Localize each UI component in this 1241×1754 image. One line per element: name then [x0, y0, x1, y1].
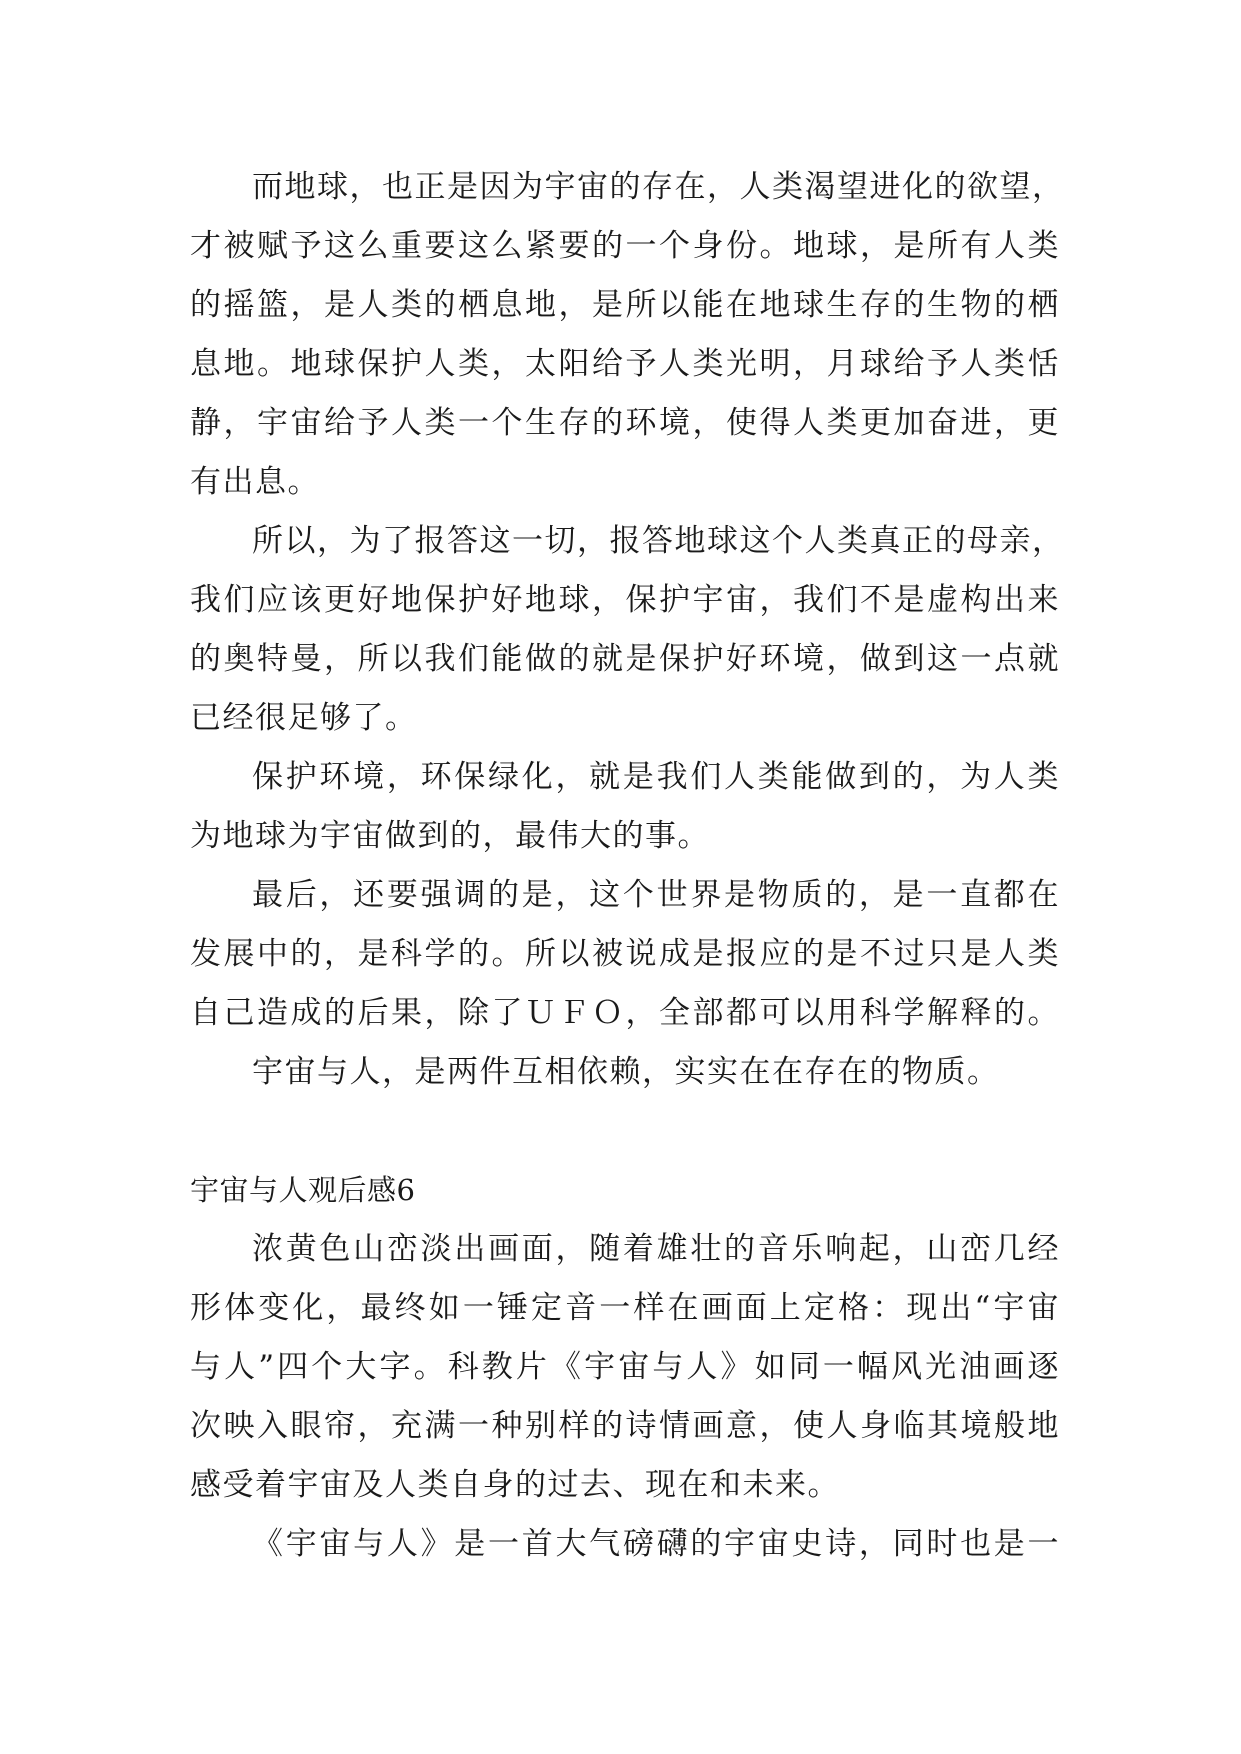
paragraph — [190, 1515, 1060, 1574]
text-line: 为地球为宇宙做到的，最伟大的事。 — [190, 818, 710, 854]
text-line: 宇宙与人，是两件互相依赖，实实在在存在的物质。 — [252, 1054, 1000, 1090]
text-line: 而地球，也正是因为宇宙的存在，人类渴望进化的欲望， — [252, 169, 1065, 205]
document-body — [190, 158, 1065, 1574]
text-line: 发展中的，是科学的。所以被说成是报应的是不过只是人类 — [190, 936, 1060, 972]
paragraph — [190, 866, 1060, 1043]
text-line: 形体变化，最终如一锤定音一样在画面上定格：现出“宇宙 — [190, 1290, 1060, 1326]
paragraph — [190, 748, 1060, 866]
text-line: 自己造成的后果，除了ＵＦＯ，全部都可以用科学解释的。 — [190, 995, 1060, 1031]
text-line: 息地。地球保护人类，太阳给予人类光明，月球给予人类恬 — [190, 346, 1060, 382]
text-line: 保护环境，环保绿化，就是我们人类能做到的，为人类 — [252, 759, 1060, 795]
section-heading: 宇宙与人观后感6 — [190, 1173, 416, 1207]
text-line: 已经很足够了。 — [190, 700, 418, 736]
text-line: 感受着宇宙及人类自身的过去、现在和未来。 — [190, 1467, 840, 1503]
text-line: 与人”四个大字。科教片《宇宙与人》如同一幅风光油画逐 — [190, 1349, 1060, 1385]
text-line: 静，宇宙给予人类一个生存的环境，使得人类更加奋进，更 — [190, 405, 1060, 441]
paragraph — [190, 512, 1065, 748]
text-line: 最后，还要强调的是，这个世界是物质的，是一直都在 — [252, 877, 1060, 913]
text-line: 有出息。 — [190, 464, 320, 500]
text-line: 的摇篮，是人类的栖息地，是所以能在地球生存的生物的栖 — [190, 287, 1060, 323]
text-line: 我们应该更好地保护好地球，保护宇宙，我们不是虚构出来 — [190, 582, 1060, 618]
paragraph — [190, 1220, 1060, 1515]
text-line: 的奥特曼，所以我们能做的就是保护好环境，做到这一点就 — [190, 641, 1060, 677]
paragraph — [190, 158, 1065, 512]
text-line: 《宇宙与人》是一首大气磅礴的宇宙史诗，同时也是一 — [252, 1526, 1060, 1562]
text-line: 次映入眼帘，充满一种别样的诗情画意，使人身临其境般地 — [190, 1408, 1060, 1444]
paragraph — [190, 1043, 1060, 1102]
text-line: 所以，为了报答这一切，报答地球这个人类真正的母亲， — [252, 523, 1065, 559]
section-spacer — [190, 1102, 1060, 1161]
text-line: 才被赋予这么重要这么紧要的一个身份。地球，是所有人类 — [190, 228, 1060, 264]
text-line: 浓黄色山峦淡出画面，随着雄壮的音乐响起，山峦几经 — [252, 1231, 1060, 1267]
